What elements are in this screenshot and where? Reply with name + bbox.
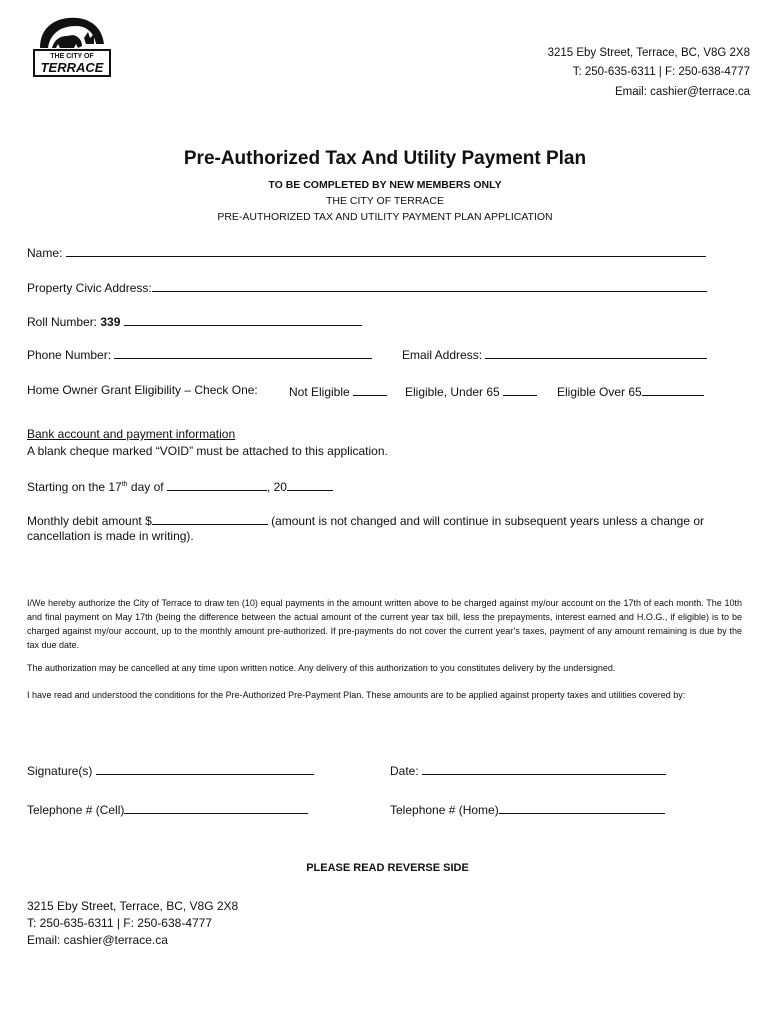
start-year-label: , 20 [266,480,287,494]
start-label-a: Starting on the 17 [27,480,122,494]
email-label: Email Address: [402,348,483,362]
eligible-under-label: Eligible, Under 65 [405,385,500,399]
monthly-amount-field[interactable] [152,512,268,525]
footer-address: 3215 Eby Street, Terrace, BC, V8G 2X8 [27,899,239,913]
start-row [27,478,333,494]
terms-paragraph-2: The authorization may be cancelled at any time upon written notice. Any delivery of this authorization to you constitutes delivery by the undersigned. [27,663,616,673]
phone-field[interactable] [114,346,372,359]
header-email: Email: cashier@terrace.ca [614,86,750,98]
monthly-label: Monthly debit amount $ [27,514,152,528]
signature-field[interactable] [96,762,314,775]
date-field[interactable] [422,762,666,775]
terms-paragraph-3: I have read and understood the conditions for the Pre-Authorized Pre-Payment Plan. These amounts are to be applied against property taxes and utilities covered by: [27,690,686,700]
logo-line1: THE CITY OF [50,53,94,60]
start-label-b: day of [127,480,164,494]
cell-row [27,801,308,817]
date-label: Date: [390,764,419,778]
name-label: Name: [27,246,63,260]
home-field[interactable] [499,801,665,814]
signature-label: Signature(s) [27,764,93,778]
eligible-over-row [557,383,704,399]
roll-label: Roll Number: [27,315,98,329]
signature-row [27,762,314,778]
cell-field[interactable] [124,801,308,814]
header-phone: T: 250-635-6311 | F: 250-638-4777 [572,66,750,78]
monthly-row [27,512,704,528]
header-address: 3215 Eby Street, Terrace, BC, V8G 2X8 [547,47,750,59]
subtitle-application: PRE-AUTHORIZED TAX AND UTILITY PAYMENT PLAN APPLICATION [217,211,553,223]
eligible-under-check[interactable] [503,383,537,396]
roll-field[interactable] [124,313,362,326]
start-year-field[interactable] [287,478,333,491]
eligible-over-check[interactable] [642,383,704,396]
not-eligible-label: Not Eligible [289,385,350,399]
terms-paragraph-1: I/We hereby authorize the City of Terrace to draw ten (10) equal payments in the amount written above to be charged against my/our account on the 17th of each month. The 10th and final payment on May 17th (being the difference between the actual amount of the current year tax bill, less the prepayments, interest earned and H.O.G., if eligible) is to be charged against my/our account, up to the monthly amount pre-authorized. If pre-payments do not cover the current year’s taxes, payment of any amount remaining is due by the tax due date. [27,598,742,650]
monthly-note: (amount is not changed and will continue in subsequent years unless a change or [271,514,705,528]
name-row [27,244,706,260]
email-field[interactable] [485,346,707,359]
home-label: Telephone # (Home) [390,803,499,817]
footer-phone: T: 250-635-6311 | F: 250-638-4777 [27,916,213,930]
not-eligible-check[interactable] [353,383,387,396]
grant-label: Home Owner Grant Eligibility – Check One: [27,383,258,397]
page-title: Pre-Authorized Tax And Utility Payment Plan [183,148,587,169]
start-day-field[interactable] [167,478,267,491]
not-eligible-row [289,383,387,399]
home-row [390,801,665,817]
footer-email: Email: cashier@terrace.ca [27,933,168,947]
email-row [402,346,707,362]
name-field[interactable] [66,244,706,257]
subtitle-new-members: TO BE COMPLETED BY NEW MEMBERS ONLY [268,179,502,191]
city-of-terrace-logo [30,14,114,78]
date-row [390,762,666,778]
reverse-note: PLEASE READ REVERSE SIDE [306,862,469,874]
civic-label: Property Civic Address: [27,281,152,295]
subtitle-city: THE CITY OF TERRACE [325,195,445,207]
cell-label: Telephone # (Cell) [27,803,125,817]
civic-row [27,279,707,295]
civic-field[interactable] [152,279,707,292]
phone-row [27,346,372,362]
logo-line2: TERRACE [40,60,104,75]
void-note: A blank cheque marked “VOID” must be attached to this application. [27,444,388,458]
monthly-note-2: cancellation is made in writing). [27,529,194,543]
roll-row [27,313,362,329]
eligible-over-label: Eligible Over 65 [557,385,642,399]
bank-heading: Bank account and payment information [27,427,236,441]
phone-label: Phone Number: [27,348,112,362]
roll-prefix: 339 [100,315,121,329]
start-sup: th [121,481,128,488]
eligible-under-row [405,383,537,399]
